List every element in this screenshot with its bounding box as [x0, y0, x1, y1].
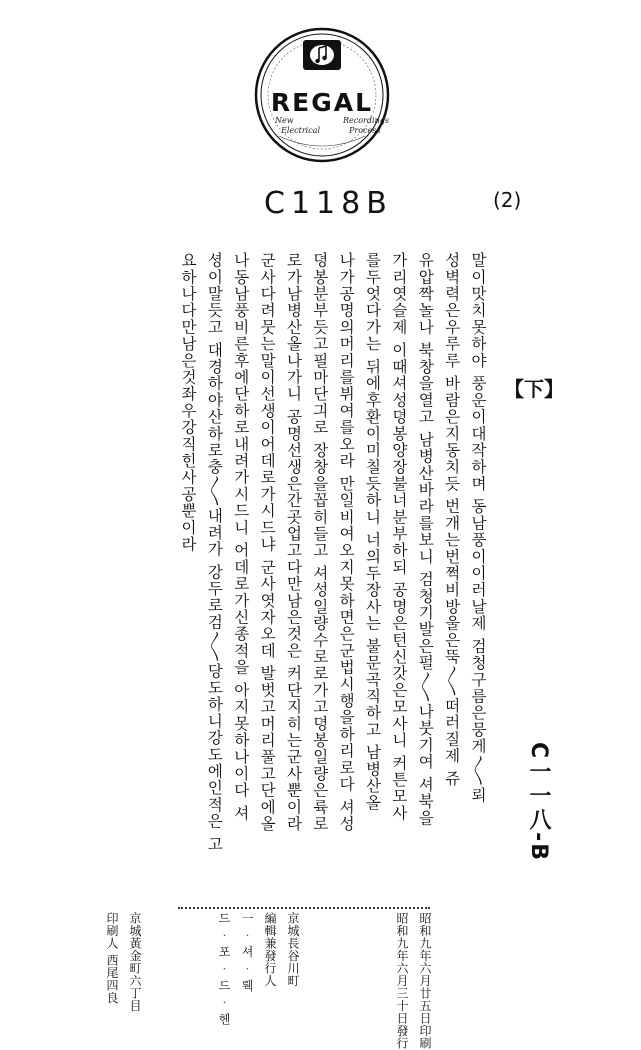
lyric-column: 말이맛치못하야 풍운이대작하며 동남풍이이러날제 검청구름은뭉게〳〵뢰	[468, 252, 487, 804]
publisher-address: 京城長谷川町	[286, 912, 300, 987]
catalog-number: C118B	[264, 186, 393, 221]
label-text-process: Process	[349, 126, 381, 135]
publisher-name: 一 ᆞ 셔 ᆞ 뤡	[240, 912, 254, 992]
label-text-recordings: Recordings	[343, 116, 389, 125]
side-code: C一一八-B	[526, 742, 551, 863]
label-text-electrical: Electrical	[281, 126, 321, 135]
lyric-column: 가리엿슬제 이때셔성뎡봉양장불너분부하되 공명은턴신갓은모사니 커튼모사	[389, 252, 408, 822]
lyric-column: 나가공명의머리를뷔여를오라 만일비여오지못하면은군법시행을하리로다 셔성	[337, 252, 356, 833]
side-mark: 【下】	[504, 377, 564, 401]
lyric-column: 성벽력은우루루 바람은지동치듯 번개는번쩍비방울은뚝〳〵떠러질제 쥬	[442, 252, 461, 787]
record-label-logo	[253, 26, 391, 164]
lyric-column: 를두엇다가는 뒤에후환이미칠듯하니 너의두장사는 불문곡직하고 남병산올	[363, 252, 382, 811]
lyric-column: 뎡봉분부듯고필마단긔로 장창을꼽히들고 셔성일량수로로가고뎡봉일량은륙로	[310, 252, 329, 833]
publisher-name-2: 드 ᆞ 포 ᆞ 드 ᆞ 헨	[217, 912, 231, 1026]
colophon-dates	[394, 912, 434, 1050]
colophon-publisher	[216, 912, 302, 1026]
lyric-column: 요하나다만남은것좌우강직힌사공뿐이라	[179, 252, 197, 553]
brand-name: REGAL	[270, 88, 374, 117]
lyric-column: 셩이말듯고 대경하야산하로충〳〵내려가 강두로검〳〵당도하니강도에인적은 고	[205, 252, 224, 853]
lyrics-text	[178, 252, 488, 864]
colophon-divider	[178, 907, 430, 909]
lyric-column: 나동남풍비른후에단하로내려가시드니 어데로가신종적을 아지못하나이다 셔	[231, 252, 250, 822]
print-date: 昭和九年六月廿五日印刷	[418, 912, 432, 1050]
lyric-column: 군사다려뭇는말이선생이어데로가시드냐 군사엿자오데 발벗고머리풀고단에올	[258, 252, 277, 833]
publish-date: 昭和九年六月三十日發行	[395, 912, 409, 1050]
part-number: (2)	[493, 188, 522, 212]
label-text-new: New	[275, 116, 294, 125]
printer-address: 京城黃金町六丁目	[128, 912, 142, 1012]
lyric-column: 유압짝놀나 북창을열고 남병산바라를보니 검청기발은펄〳〵나붓기여 셔북을	[416, 252, 435, 827]
lyric-column: 로가남병산올나가니 공명선생은간곳업고다만남은것은 커단지히는군사뿐이라	[284, 252, 303, 833]
publisher-role: 編輯兼發行人	[263, 912, 277, 987]
colophon-printer	[104, 912, 144, 1012]
printer-name: 印刷人 西尾四良	[105, 912, 119, 1004]
